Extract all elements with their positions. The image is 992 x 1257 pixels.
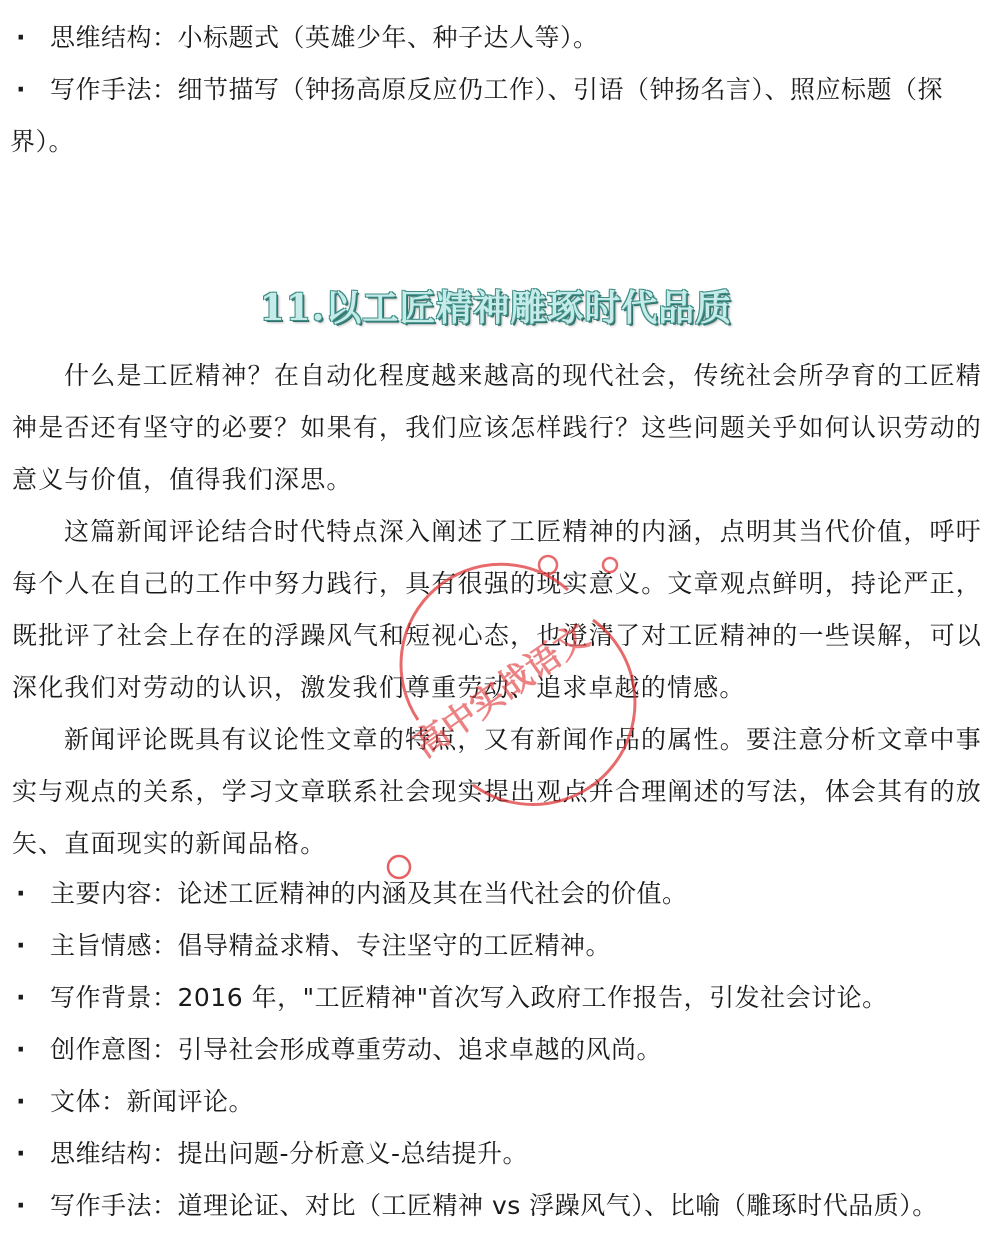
list-item-text: 写作手法：细节描写（钟扬高原反应仍工作）、引语（钟扬名言）、照应标题（探	[50, 75, 944, 104]
bullet-dot: ·	[16, 1035, 26, 1064]
top-bullet-list	[0, 12, 992, 168]
list-item-text: 写作手法：道理论证、对比（工匠精神 vs 浮躁风气）、比喻（雕琢时代品质）。	[50, 1191, 938, 1220]
list-item-text: 思维结构：小标题式（英雄少年、种子达人等）。	[50, 23, 599, 52]
stamp-circle-mark	[384, 852, 414, 882]
list-item	[0, 1076, 992, 1128]
paragraph: 这篇新闻评论结合时代特点深入阐述了工匠精神的内涵，点明其当代价值，呼吁每个人在自己的工作中努力践行，具有很强的现实意义。文章观点鲜明，持论严正，既批评了社会上存在的浮躁风气和短视心态，也澄清了对工匠精神的一些误解，可以深化我们对劳动的认识，激发我们尊重劳动、追求卓越的情感。	[12, 517, 982, 702]
list-item-text: 写作背景：2016 年，"工匠精神"首次写入政府工作报告，引发社会讨论。	[50, 983, 888, 1012]
bullet-dot: ·	[16, 23, 26, 52]
list-item-text: 文体：新闻评论。	[50, 1087, 255, 1116]
list-item	[0, 64, 992, 168]
list-item	[0, 1024, 992, 1076]
paragraph: 新闻评论既具有议论性文章的特点，又有新闻作品的属性。要注意分析文章中事实与观点的关系，学习文章联系社会现实提出观点并合理阐述的写法，体会其有的放矢、直面现实的新闻品格。	[12, 725, 982, 858]
section-heading: 11.以工匠精神雕琢时代品质	[259, 287, 733, 329]
bullet-dot: ·	[16, 983, 26, 1012]
bullet-dot: ·	[16, 931, 26, 960]
list-item-text-continued: 界）。	[10, 127, 75, 156]
paragraph: 什么是工匠精神？在自动化程度越来越高的现代社会，传统社会所孕育的工匠精神是否还有坚守的必要？如果有，我们应该怎样践行？这些问题关乎如何认识劳动的意义与价值，值得我们深思。	[12, 361, 982, 494]
list-item	[0, 1180, 992, 1232]
list-item	[0, 972, 992, 1024]
list-item-text: 主旨情感：倡导精益求精、专注坚守的工匠精神。	[50, 931, 612, 960]
list-item-text: 主要内容：论述工匠精神的内涵及其在当代社会的价值。	[50, 879, 688, 908]
list-item-text: 思维结构：提出问题-分析意义-总结提升。	[50, 1139, 529, 1168]
bullet-dot: ·	[16, 1087, 26, 1116]
list-item	[0, 868, 992, 920]
bullet-dot: ·	[16, 75, 26, 104]
bullet-dot: ·	[16, 1191, 26, 1220]
list-item	[0, 920, 992, 972]
body-text	[12, 350, 982, 870]
stamp-text: 高中实战语文	[406, 616, 597, 766]
list-item	[0, 12, 992, 64]
list-item-text: 创作意图：引导社会形成尊重劳动、追求卓越的风尚。	[50, 1035, 663, 1064]
bottom-bullet-list	[0, 868, 992, 1232]
bullet-dot: ·	[16, 1139, 26, 1168]
list-item	[0, 1128, 992, 1180]
bullet-dot: ·	[16, 879, 26, 908]
